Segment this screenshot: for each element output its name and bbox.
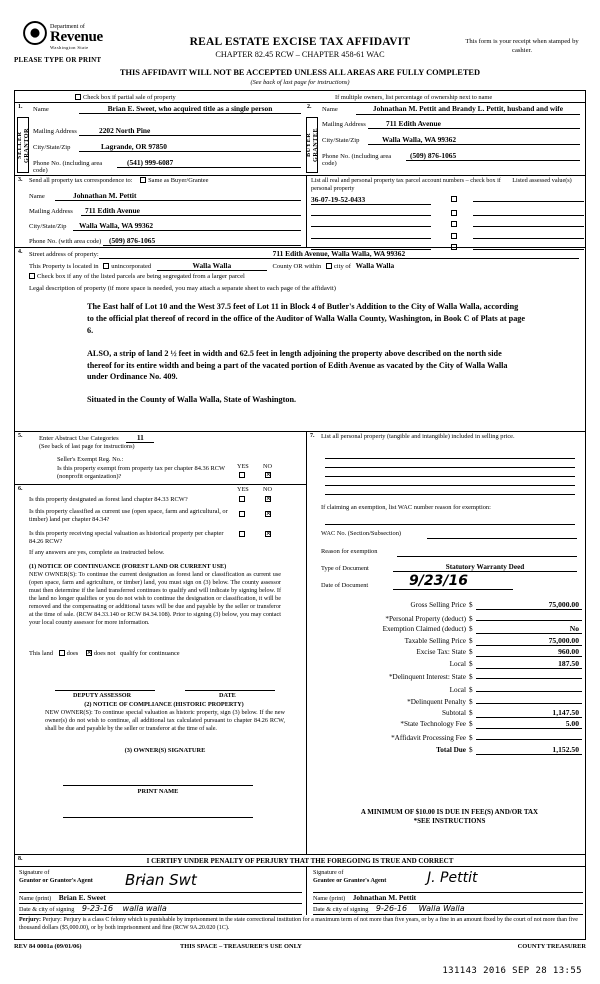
dollar-sign-12: $ xyxy=(469,745,473,754)
doc-date-label: Date of Document xyxy=(321,582,369,589)
title-main: REAL ESTATE EXCISE TAX AFFIDAVIT xyxy=(189,36,411,48)
does-qualify-checkbox[interactable] xyxy=(59,650,65,656)
legal-description-label: Legal description of property (if more space is needed, you may attach a separate sheet to each page of the affidavit) xyxy=(29,285,336,292)
grantee-city-value[interactable]: Walla Walla xyxy=(418,904,465,913)
dollar-sign-5: $ xyxy=(469,659,473,668)
notice-continuance-body: NEW OWNER(S): To continue the current designation as forest land or classification as current use (open space, farm and agriculture, or timber) land, you must sign on (3) below. The county assessor must then determine if the land transferred continues to qualify and will indicate by signing below. If the land no longer qualifies or you do not wish to continue the designation or classification, it will be removed and the compensating or additional taxes will be due and payable by the seller or transferor at the time of sale. (RCW 84.33.140 or RCW 84.34.108). Prior to signing (3) below, you may contact your local county assessor for more information. xyxy=(29,571,281,627)
grantee-name-label: Name (print) xyxy=(313,895,346,902)
seller-phone-value[interactable]: (541) 999-6087 xyxy=(117,158,301,168)
section6-number: 6. xyxy=(18,486,23,492)
s3-name-value[interactable]: Johnathan M. Pettit xyxy=(55,191,301,201)
tax-value-excise-local[interactable]: 187.50 xyxy=(476,659,582,669)
exempt-no-checkbox[interactable] xyxy=(265,472,271,478)
s3-citystate-label: City/State/Zip xyxy=(29,223,67,230)
county-value[interactable]: Walla Walla xyxy=(157,261,267,271)
deputy-assessor-label: DEPUTY ASSESSOR xyxy=(73,692,132,699)
tax-value-taxable[interactable]: 75,000.00 xyxy=(476,636,582,646)
tax-row-delinq-state xyxy=(317,670,582,681)
dollar-sign-6: $ xyxy=(469,673,473,681)
tax-value-processing-fee[interactable] xyxy=(476,731,582,740)
dollar-sign-7: $ xyxy=(469,685,473,694)
buyer-mailing-value[interactable]: 711 Edith Avenue xyxy=(368,119,580,129)
assessed-header: Listed assessed value(s) xyxy=(512,177,572,184)
title-sub: CHAPTER 82.45 RCW – CHAPTER 458-61 WAC xyxy=(215,50,385,59)
minimum-due-note: A MINIMUM OF $10.00 IS DUE IN FEE(S) AND/OR TAX xyxy=(360,808,539,816)
tax-row-gross xyxy=(317,600,582,610)
print-name-label: PRINT NAME xyxy=(137,788,179,795)
legal-paragraph-1: The East half of Lot 10 and the West 37.5 feet of Lot 11 in Block 4 of Butler's Addition to the City of Walla Walla, according to the official plat thereof of record in the office of the Auditor of Walla Walla County, Washington, in Book C of Plats at page 6. xyxy=(87,302,526,335)
dollar-sign-8: $ xyxy=(469,698,473,706)
tax-label-delinq-state: *Delinquent Interest: State xyxy=(388,673,466,681)
dollar-sign-0: $ xyxy=(469,601,473,609)
tax-value-delinq-local[interactable] xyxy=(476,683,582,692)
grantee-sig-label-2: Grantee or Grantee's Agent xyxy=(313,876,387,884)
tax-row-personal xyxy=(317,612,582,623)
owners-signature-line[interactable] xyxy=(63,785,253,786)
buyer-citystate-label: City/State/Zip xyxy=(322,136,360,144)
personal-property-label: List all personal property (tangible and intangible) included in selling price. xyxy=(321,433,515,440)
dollar-sign-2: $ xyxy=(469,625,473,633)
s3-citystate-value[interactable]: Walla Walla, WA 99362 xyxy=(73,221,301,231)
tax-value-excise-state[interactable]: 960.00 xyxy=(476,647,582,657)
grantor-sig-label-2: Grantor or Grantor's Agent xyxy=(19,876,93,884)
county-treasurer-label: COUNTY TREASURER xyxy=(517,943,586,950)
s3-phone-value[interactable]: (509) 876-1065 xyxy=(103,236,301,246)
perjury-label: Perjury: xyxy=(19,917,41,923)
rev-number: REV 84 0001a (09/01/06) xyxy=(14,943,82,950)
please-type-label: PLEASE TYPE OR PRINT xyxy=(14,56,102,64)
pp-line-4[interactable] xyxy=(325,477,575,486)
buyer-name-label: Name xyxy=(322,106,338,113)
form-body xyxy=(14,90,586,940)
parcel-number-2[interactable] xyxy=(311,208,431,216)
tax-row-subtotal xyxy=(317,708,582,718)
multiple-owners-note: If multiple owners, list percentage of ownership next to name xyxy=(335,93,493,101)
tax-row-processing-fee xyxy=(317,731,582,742)
form-header xyxy=(0,0,600,86)
tax-value-subtotal[interactable]: 1,147.50 xyxy=(476,708,582,718)
tax-label-processing-fee: *Affidavit Processing Fee xyxy=(391,733,466,742)
segregated-checkbox[interactable] xyxy=(29,273,35,279)
exempt-reg-label: Seller's Exempt Reg. No.: xyxy=(57,456,124,463)
assessed-value-3[interactable] xyxy=(473,219,584,227)
exempt-yes-checkbox[interactable] xyxy=(239,472,245,478)
tax-label-delinq-local: Local xyxy=(449,685,466,694)
wac-value[interactable] xyxy=(427,530,577,539)
exempt-no-label: NO xyxy=(263,463,272,470)
see-instructions-note-2: *SEE INSTRUCTIONS xyxy=(413,817,486,825)
tax-row-total xyxy=(317,745,582,755)
grantor-signature[interactable]: Bri̵an Swt xyxy=(125,871,197,889)
section5-number: 5. xyxy=(18,433,23,439)
historic-yes-checkbox[interactable] xyxy=(239,531,245,537)
personal-property-checkbox-3[interactable] xyxy=(451,221,457,227)
buyer-mailing-label: Mailing Address xyxy=(322,120,366,128)
buyer-name-value[interactable]: Johnathan M. Pettit and Brandy L. Pettit, husband and wife xyxy=(356,104,580,115)
deputy-date-label: DATE xyxy=(219,692,236,699)
tax-row-exemption xyxy=(317,624,582,634)
dept-line3: Washington State xyxy=(50,45,89,51)
exempt-question: Is this property exempt from property tax per chapter 84.36 RCW (nonprofit organization)? xyxy=(57,465,225,481)
dollar-sign-11: $ xyxy=(469,733,473,742)
city-value[interactable]: Walla Walla xyxy=(355,261,395,270)
s3-name-label: Name xyxy=(29,193,45,200)
seller-mailing-value[interactable]: 2202 North Pine xyxy=(79,126,301,136)
parcel-list xyxy=(311,194,584,250)
partial-sale-label: Check box if partial sale of property xyxy=(83,93,176,101)
s3-mailing-label: Mailing Address xyxy=(29,208,73,215)
personal-property-checkbox-1[interactable] xyxy=(451,196,457,202)
grantor-name-label: Name (print) xyxy=(19,895,52,902)
forest-land-question: Is this property designated as forest land chapter 84.33 RCW? xyxy=(29,496,188,503)
tax-value-gross[interactable]: 75,000.00 xyxy=(476,600,582,610)
historic-question: Is this property receiving special valuation as historical property per chapter 84.26 RCW? xyxy=(29,530,224,546)
same-as-buyer-checkbox[interactable] xyxy=(140,177,146,183)
owners-signature-label: (3) OWNER(S) SIGNATURE xyxy=(124,747,206,754)
tax-label-taxable: Taxable Selling Price xyxy=(404,636,466,645)
grantee-date-label: Date & city of signing xyxy=(313,906,369,913)
forest-land-yes-checkbox[interactable] xyxy=(239,496,245,502)
pp-line-1[interactable] xyxy=(325,450,575,459)
grantee-date-value[interactable]: 9-26-16 xyxy=(375,904,408,913)
tax-value-exemption[interactable]: No xyxy=(476,624,582,634)
complete-as-instructed-note: If any answers are yes, complete as instructed below. xyxy=(29,549,165,556)
exemption-claim-line[interactable] xyxy=(325,516,575,525)
dept-line2: Revenue xyxy=(50,29,103,46)
page-title xyxy=(150,36,450,59)
qualify-label: qualify for continuance xyxy=(120,650,180,657)
city-of-label: city of xyxy=(333,263,351,270)
tax-value-tech-fee[interactable]: 5.00 xyxy=(476,719,582,729)
grantee-signature[interactable]: J. Pettit xyxy=(427,870,478,886)
assessed-value-1[interactable] xyxy=(473,194,584,202)
historic-no-checkbox[interactable] xyxy=(265,531,271,537)
grantor-date-label: Date & city of signing xyxy=(19,906,75,913)
tax-row-taxable xyxy=(317,636,582,646)
pp-line-3[interactable] xyxy=(325,468,575,477)
section8-number: 8. xyxy=(18,856,23,862)
tax-label-gross: Gross Selling Price xyxy=(410,601,466,609)
pp-line-5[interactable] xyxy=(325,486,575,495)
personal-property-checkbox-4[interactable] xyxy=(451,233,457,239)
tax-label-exemption: Exemption Claimed (deduct) xyxy=(382,625,466,633)
doc-type-label: Type of Document xyxy=(321,565,369,572)
county-or-label: County OR within xyxy=(272,263,322,270)
buyer-phone-value[interactable]: (509) 876-1065 xyxy=(406,151,580,161)
s3-phone-label: Phone No. (with area code) xyxy=(29,238,102,245)
reason-exemption-label: Reason for exemption xyxy=(321,548,378,555)
parcel-number-3[interactable] xyxy=(311,219,431,227)
legal-paragraph-2: ALSO, a strip of land 2 ½ feet in width and 62.5 feet in length adjoining the property above described on the north side thereof for its entire width and being a part of the vacated portion of Edith Avenue as vacated by the City of Walla Walla under Ordinance No. 409. xyxy=(87,348,508,382)
unincorporated-checkbox[interactable] xyxy=(103,263,109,269)
treasurer-stamp: 131143 2016 SEP 28 13:55 xyxy=(442,966,582,976)
same-as-buyer-label: Same as Buyer/Grantee xyxy=(148,177,209,184)
tax-row-excise-local xyxy=(317,659,582,669)
tax-label-tech-fee: *State Technology Fee xyxy=(400,720,466,728)
treasurer-use-label: THIS SPACE – TREASURER'S USE ONLY xyxy=(180,943,302,950)
tax-label-personal: *Personal Property (deduct) xyxy=(385,614,466,623)
segregated-label: Check box if any of the listed parcels are being segregated from a larger parcel xyxy=(37,273,245,280)
street-address-value[interactable]: 711 Edith Avenue, Walla Walla, WA 99362 xyxy=(99,249,579,259)
s6-no-label: NO xyxy=(263,486,272,493)
deputy-assessor-line[interactable] xyxy=(55,690,155,691)
seller-phone-label: Phone No. (including area code) xyxy=(33,160,103,174)
current-use-no-checkbox[interactable] xyxy=(265,511,271,517)
assessed-value-4[interactable] xyxy=(473,231,584,239)
buyer-phone-label: Phone No. (including area code) xyxy=(322,152,392,167)
dept-line1: Department of xyxy=(50,24,85,30)
doc-date-line[interactable] xyxy=(393,573,513,590)
forest-land-no-checkbox[interactable] xyxy=(265,496,271,502)
tax-value-total[interactable]: 1,152.50 xyxy=(476,745,582,755)
tax-label-excise-local: Local xyxy=(449,659,466,668)
section4-number: 4. xyxy=(18,249,23,255)
tax-row-tech-fee xyxy=(317,719,582,729)
tax-value-personal[interactable] xyxy=(476,612,582,621)
doc-type-value[interactable]: Statutory Warranty Deed xyxy=(393,563,577,572)
does-not-label: does not xyxy=(93,650,116,657)
wac-label: WAC No. (Section/Subsection) xyxy=(321,530,402,537)
s3-mailing-value[interactable]: 711 Edith Avenue xyxy=(81,206,301,216)
deputy-date-line[interactable] xyxy=(185,690,275,691)
swoosh-icon: ⦿ xyxy=(22,20,49,50)
tax-row-excise-state xyxy=(317,647,582,657)
grantee-name-value[interactable]: Johnathan M. Pettit xyxy=(352,893,417,902)
dollar-sign-10: $ xyxy=(469,720,473,728)
acceptance-warning: THIS AFFIDAVIT WILL NOT BE ACCEPTED UNLESS ALL AREAS ARE FULLY COMPLETED xyxy=(119,68,481,77)
receipt-note: This form is your receipt when stamped by cashier. xyxy=(465,38,579,54)
tax-value-delinq-penalty[interactable] xyxy=(476,695,582,704)
city-checkbox[interactable] xyxy=(326,263,332,269)
exempt-yes-label: YES xyxy=(237,463,249,470)
pp-line-2[interactable] xyxy=(325,459,575,468)
partial-sale-checkbox[interactable] xyxy=(75,94,81,100)
personal-property-checkbox-2[interactable] xyxy=(451,210,457,216)
seller-name-value[interactable]: Brian E. Sweet, who acquired title as a single person xyxy=(79,104,301,114)
dollar-sign-1: $ xyxy=(469,614,473,623)
tax-calculation-table xyxy=(317,600,582,756)
s6-yes-label: YES xyxy=(237,486,249,493)
print-name-line[interactable] xyxy=(63,817,253,818)
street-address-label: Street address of property: xyxy=(29,251,99,258)
dollar-sign-3: $ xyxy=(469,636,473,645)
tax-row-delinq-local xyxy=(317,683,582,694)
seller-name-label: Name xyxy=(33,106,49,113)
seller-grantor-label: SELLER GRANTOR xyxy=(16,127,30,163)
buyer-grantee-label: BUYER GRANTEE xyxy=(305,127,319,163)
this-land-label: This land xyxy=(29,650,53,657)
section7-number: 7. xyxy=(310,433,315,439)
unincorporated-label: unincorporated xyxy=(111,263,152,270)
does-not-qualify-checkbox[interactable] xyxy=(86,650,92,656)
parcel-number-1[interactable]: 36-07-19-52-0433 xyxy=(311,195,431,205)
parcel-number-4[interactable] xyxy=(311,231,431,239)
tax-label-excise-state: Excise Tax: State xyxy=(416,648,466,656)
legal-paragraph-3: Situated in the County of Walla Walla, State of Washington. xyxy=(87,395,297,405)
parcel-header: List all real and personal property tax parcel account numbers – check box if personal property xyxy=(311,177,501,193)
current-use-yes-checkbox[interactable] xyxy=(239,511,245,517)
dollar-sign-4: $ xyxy=(469,648,473,656)
tax-label-total: Total Due xyxy=(436,745,466,754)
seller-mailing-label: Mailing Address xyxy=(33,128,77,135)
legal-description-body xyxy=(87,301,527,406)
seller-citystate-label: City/State/Zip xyxy=(33,144,71,151)
dollar-sign-9: $ xyxy=(469,708,473,717)
perjury-text: Perjury: Perjury is a class C felony which is punishable by imprisonment in the state correctional institution for a maximum term of not more than five years, or by a fine in an amount fixed by the court of not more than five thousand dollars ($5,000.00), or by both imprisonment and fine (RCW 9A.20.020 (1C). xyxy=(19,917,578,931)
assessed-value-2[interactable] xyxy=(473,208,584,216)
seller-citystate-value[interactable]: Lagrande, OR 97850 xyxy=(79,142,301,152)
abstract-use-instructions: (See back of last page for instructions) xyxy=(39,443,135,450)
grantor-city-value[interactable]: walla walla xyxy=(122,904,167,913)
certify-statement: I CERTIFY UNDER PENALTY OF PERJURY THAT THE FOREGOING IS TRUE AND CORRECT xyxy=(146,856,454,865)
reason-exemption-value[interactable] xyxy=(397,548,577,557)
send-correspondence-label: Send all property tax correspondence to: xyxy=(29,177,133,184)
does-label: does xyxy=(66,650,79,657)
tax-row-delinq-penalty xyxy=(317,695,582,706)
personal-property-lines xyxy=(325,450,575,495)
doc-date-value: 9/23/16 xyxy=(409,573,468,589)
buyer-section-number: 2. xyxy=(307,104,312,110)
dor-logo xyxy=(22,22,103,51)
grantor-name-value[interactable]: Brian E. Sweet xyxy=(58,893,106,902)
located-in-label: This Property is located in xyxy=(29,263,99,270)
notice-compliance-body: NEW OWNER(S): To continue special valuation as historic property, sign (3) below. If the new owner(s) do not wish to continue, all additional tax calculated pursuant to chapter 84.26 RCW, shall be due and payable by the seller or transferor at the time of sale. xyxy=(45,709,285,733)
tax-label-subtotal: Subtotal xyxy=(442,708,466,717)
exemption-claim-label: If claiming an exemption, list WAC number reason for exemption: xyxy=(321,504,491,511)
see-instructions-note: (See back of last page for instructions) xyxy=(250,79,350,86)
notice-compliance-title: (2) NOTICE OF COMPLIANCE (HISTORIC PROPERTY) xyxy=(84,701,244,708)
grantor-date-value[interactable]: 9-23-16 xyxy=(81,904,114,913)
tax-label-delinq-penalty: *Delinquent Penalty xyxy=(407,698,466,706)
section3-number: 3. xyxy=(18,177,23,183)
abstract-use-label: Enter Abstract Use Categories xyxy=(39,435,119,442)
grantee-sig-label-1: Signature of xyxy=(313,869,344,876)
tax-value-delinq-state[interactable] xyxy=(476,670,582,679)
notice-continuance-title: (1) NOTICE OF CONTINUANCE (FOREST LAND OR CURRENT USE) xyxy=(29,563,227,570)
seller-section-number: 1. xyxy=(18,104,23,110)
buyer-citystate-value[interactable]: Walla Walla, WA 99362 xyxy=(368,135,580,145)
grantor-sig-label-1: Signature of xyxy=(19,869,50,876)
current-use-question: Is this property classified as current use (open space, farm and agricultural, or timber) land per chapter 84.34? xyxy=(29,508,228,524)
abstract-use-value[interactable]: 11 xyxy=(126,433,154,443)
